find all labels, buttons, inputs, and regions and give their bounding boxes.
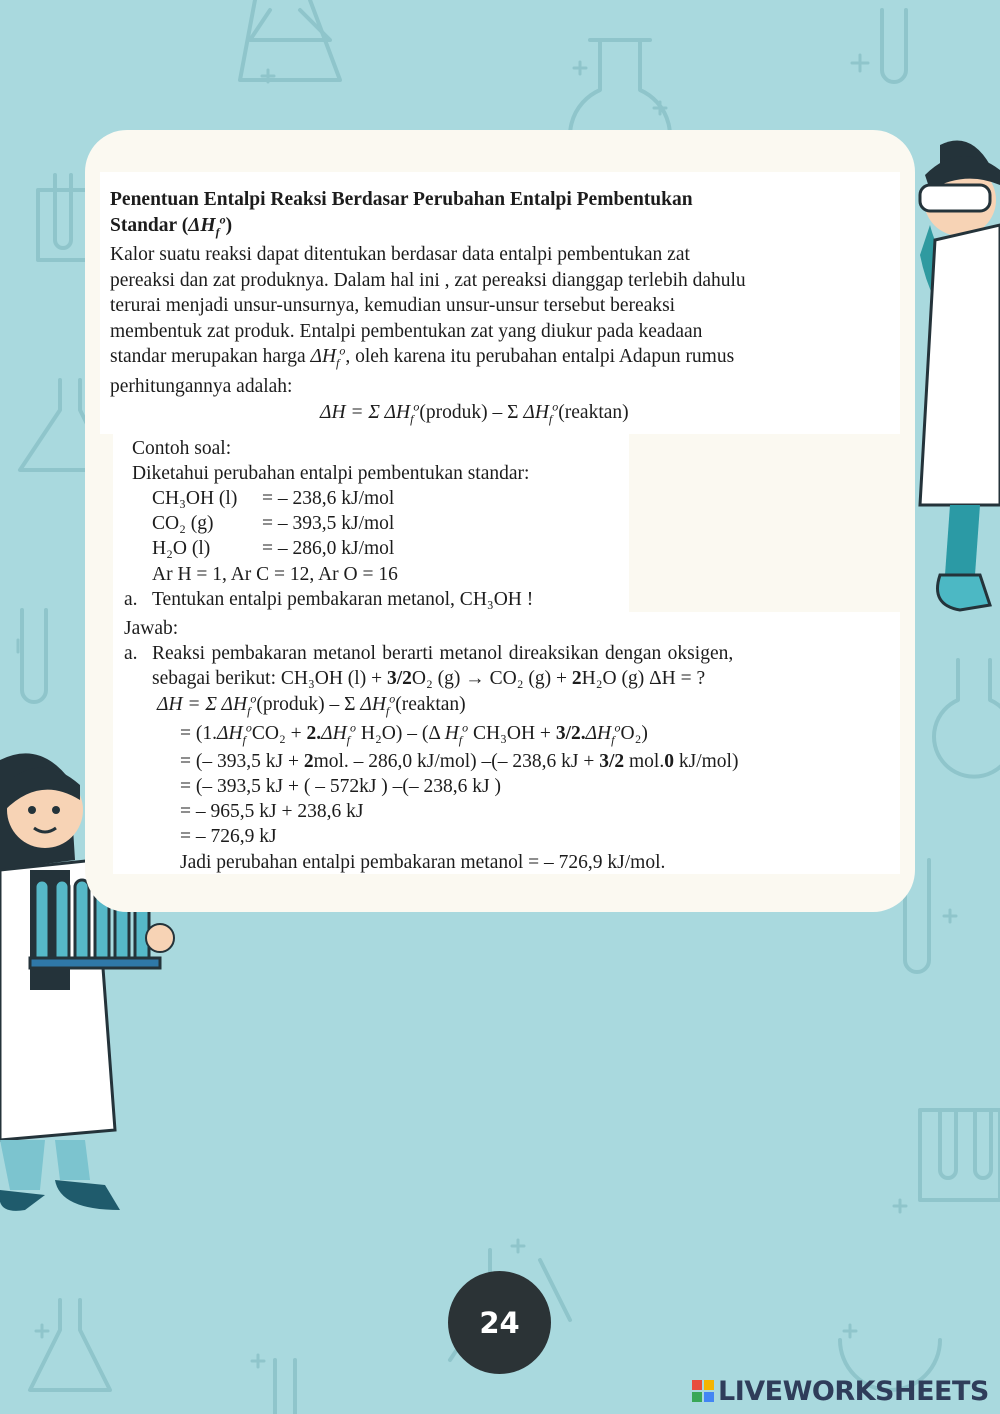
question-label: a. (124, 589, 138, 610)
enthalpy-formula: ΔH = Σ $\Delta H_f^o(produk)$ – Σ $\Delta H_f^o(reaktan)$ (320, 399, 629, 426)
intro-line-4: membentuk zat produk. Entalpi pembentukan zat yang diukur pada keadaan (110, 320, 703, 342)
intro-line-6: perhitungannya adalah: (110, 376, 293, 397)
calculation-step-3: = (– 393,5 kJ + ( – 572kJ ) –(– 238,6 kJ ) (180, 776, 501, 797)
example-given: Diketahui perubahan entalpi pembentukan standar: (132, 463, 530, 484)
intro-line-1: Kalor suatu reaksi dapat ditentukan berdasar data entalpi pembentukan zat (110, 244, 690, 265)
calculation-step-2: = (– 393,5 kJ + 2mol. – 286,0 kJ/mol) –(– 238,6 kJ + 3/2 mol.0 kJ/mol) (180, 751, 739, 772)
reaction-equation: sebagai berikut: CH₃OH (l) + 3/2O₂ (g) → CO₂ (g) + 2H₂O (g) ΔH = ? (152, 668, 706, 689)
data-species-2: H₂O (l) (152, 538, 211, 559)
answer-conclusion: Jadi perubahan entalpi pembakaran metanol = – 726,9 kJ/mol. (180, 852, 666, 873)
section-heading-line1: Penentuan Entalpi Reaksi Berdasar Perubahan Entalpi Pembentukan (110, 189, 693, 210)
data-value-1: = – 393,5 kJ/mol (262, 513, 395, 534)
answer-formula: ΔH = Σ $\Delta H_f^o(produk)$ – Σ $\Delta H_f^o(reaktan)$ (157, 691, 466, 718)
delta-h-symbol: $\Delta H_f^o$ (188, 212, 226, 239)
section-heading-line2: Standar $(\Delta H_f^o)$ (110, 212, 233, 239)
intro-line-2: pereaksi dan zat produknya. Dalam hal ini , zat pereaksi dianggap terlebih dahulu (110, 269, 746, 291)
liveworksheets-brand[interactable] (692, 1374, 989, 1408)
calculation-step-4: = – 965,5 kJ + 238,6 kJ (180, 801, 364, 822)
intro-line-5: standar merupakan harga $\Delta H_f^o$, oleh karena itu perubahan entalpi Adapun rumus (110, 343, 735, 370)
brand-name: LIVEWORKSHEETS (718, 1375, 989, 1407)
question-text: Tentukan entalpi pembakaran metanol, CH₃OH ! (152, 589, 534, 610)
data-value-2: = – 286,0 kJ/mol (262, 538, 395, 559)
answer-line-1: Reaksi pembakaran metanol berarti metanol direaksikan dengan oksigen, (152, 643, 734, 664)
data-species-1: CO₂ (g) (152, 513, 214, 534)
answer-label: a. (124, 643, 138, 664)
atomic-mass-data: Ar H = 1, Ar C = 12, Ar O = 16 (152, 564, 398, 585)
liveworksheets-logo-icon (692, 1380, 714, 1402)
page-number: 24 (448, 1271, 551, 1374)
answer-title: Jawab: (124, 618, 179, 639)
data-species-0: CH₃OH (l) (152, 488, 238, 509)
data-value-0: = – 238,6 kJ/mol (262, 488, 395, 509)
example-title: Contoh soal: (132, 438, 232, 459)
calculation-step-1: = ($1.\Delta H_f^oCO_2 + 2.\Delta H_f^o$ H₂O) – (Δ $H_f^o$ $CH_3OH + 3/2.\Delta H_f^oO_2$) (180, 720, 648, 747)
intro-line-3: terurai menjadi unsur-unsurnya, kemudian unsur-unsur tersebut bereaksi (110, 295, 676, 316)
calculation-step-5: = – 726,9 kJ (180, 826, 277, 847)
